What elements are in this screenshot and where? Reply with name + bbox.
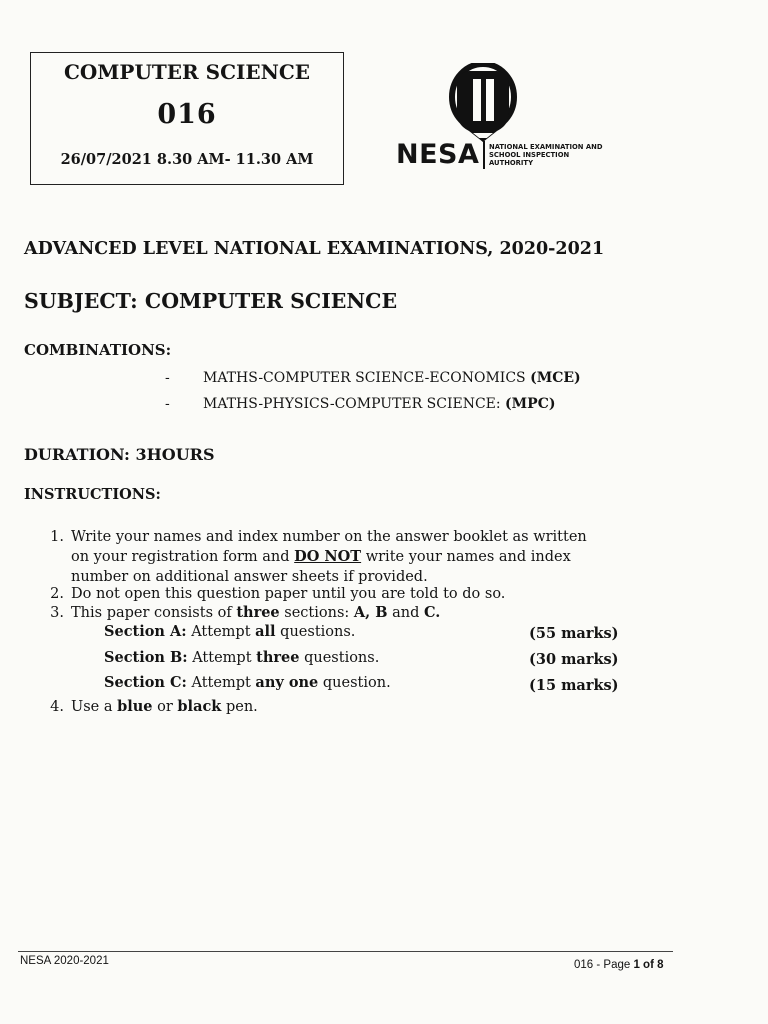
text-run: or xyxy=(152,699,178,715)
page-number xyxy=(574,959,664,971)
page-label: 016 - Page xyxy=(574,959,634,971)
header-box xyxy=(30,52,344,185)
text-run: Use a xyxy=(71,699,118,715)
logo-divider xyxy=(483,141,485,169)
instruction-text: Do not open this question paper until you are told to do so. xyxy=(71,586,506,602)
section-a-marks: (55 marks) xyxy=(529,625,619,642)
list-dash: - xyxy=(165,370,170,386)
text-run: Attempt xyxy=(186,675,256,691)
logo-subtitle xyxy=(489,143,624,167)
emphasis: C. xyxy=(424,604,441,621)
emphasis: three xyxy=(236,604,280,621)
instruction-text: write your names and index xyxy=(361,549,571,565)
section-c-marks: (15 marks) xyxy=(529,677,619,694)
section-b-instruction xyxy=(104,649,379,666)
instruction-text xyxy=(71,697,258,717)
instruction-text xyxy=(71,603,440,623)
instruction-line xyxy=(71,547,587,567)
subject-heading: SUBJECT: COMPUTER SCIENCE xyxy=(24,289,398,313)
text-run: question. xyxy=(318,675,391,691)
item-number: 1. xyxy=(50,529,64,545)
logo-subtitle-line: SCHOOL INSPECTION xyxy=(489,151,570,159)
section-b-marks: (30 marks) xyxy=(529,651,619,668)
text-run: questions. xyxy=(299,650,380,666)
emphasis: blue xyxy=(117,698,153,715)
instruction-line: number on additional answer sheets if provided. xyxy=(71,569,428,585)
instruction-line: Write your names and index number on the answer booklet as written xyxy=(71,529,587,545)
text-run: Attempt xyxy=(187,650,257,666)
emphasis: A, B xyxy=(353,604,388,621)
text-run: questions. xyxy=(275,624,356,640)
combination-text: MATHS-COMPUTER SCIENCE-ECONOMICS xyxy=(203,370,531,386)
page-count: 1 of 8 xyxy=(633,959,664,971)
list-dash: - xyxy=(165,396,170,412)
section-a-instruction xyxy=(104,623,355,640)
text-run: and xyxy=(387,605,424,621)
emphasis: black xyxy=(177,698,222,715)
footer-divider xyxy=(18,951,673,952)
section-label: Section B: xyxy=(104,649,188,666)
combination-text: MATHS-PHYSICS-COMPUTER SCIENCE: xyxy=(203,396,506,412)
exam-date-time: 26/07/2021 8.30 AM- 11.30 AM xyxy=(60,151,314,168)
text-run: sections: xyxy=(279,605,354,621)
combinations-label: COMBINATIONS: xyxy=(24,341,172,359)
text-run: Attempt xyxy=(186,624,256,640)
emphasis: all xyxy=(255,623,276,640)
section-label: Section A: xyxy=(104,623,187,640)
do-not-emphasis: DO NOT xyxy=(294,548,362,565)
combination-code: (MPC) xyxy=(505,396,556,412)
instructions-label: INSTRUCTIONS: xyxy=(24,486,161,503)
text-run: This paper consists of xyxy=(71,605,237,621)
exam-title: ADVANCED LEVEL NATIONAL EXAMINATIONS, 2020-2021 xyxy=(24,239,605,259)
emphasis: any one xyxy=(255,674,319,691)
item-number: 2. xyxy=(50,586,64,602)
item-number: 3. xyxy=(50,605,64,621)
emphasis: three xyxy=(256,649,300,666)
text-run: pen. xyxy=(221,699,258,715)
header-subject: COMPUTER SCIENCE xyxy=(63,60,311,84)
section-c-instruction xyxy=(104,674,391,691)
instruction-text: on your registration form and xyxy=(71,549,295,565)
logo-subtitle-line: NATIONAL EXAMINATION AND xyxy=(489,143,603,151)
logo-subtitle-line: AUTHORITY xyxy=(489,159,533,167)
combination-code: (MCE) xyxy=(530,370,581,386)
duration-heading: DURATION: 3HOURS xyxy=(24,445,215,464)
paper-code: 016 xyxy=(157,99,217,130)
logo-wordmark: NESA xyxy=(396,139,480,170)
item-number: 4. xyxy=(50,699,64,715)
footer-left-text: NESA 2020-2021 xyxy=(20,955,109,967)
section-label: Section C: xyxy=(104,674,187,691)
